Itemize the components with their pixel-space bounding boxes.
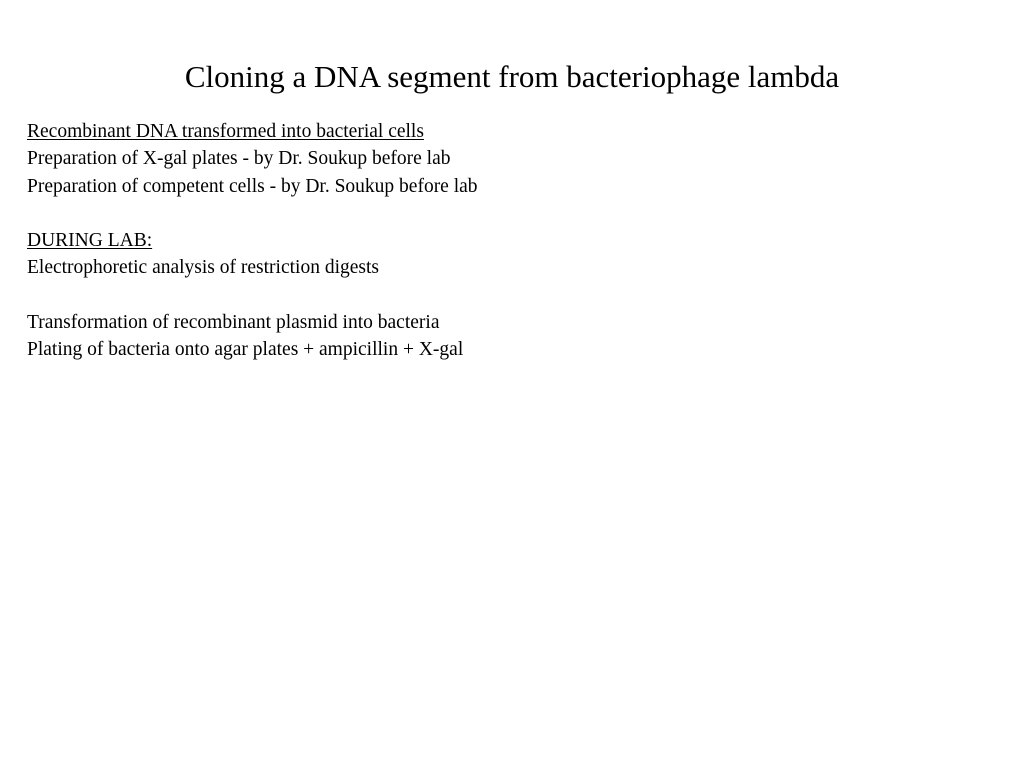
slide-body	[27, 118, 997, 364]
text-line-plating: Plating of bacteria onto agar plates + ampicillin + X-gal	[27, 339, 464, 361]
spacer	[27, 200, 997, 227]
text-line-electrophoretic-analysis: Electrophoretic analysis of restriction digests	[27, 257, 379, 279]
during-lab-heading-wrapper	[27, 227, 997, 254]
section-heading-during-lab: DURING LAB:	[27, 230, 153, 252]
text-line-xgal-plates: Preparation of X-gal plates - by Dr. Soukup before lab	[27, 148, 451, 170]
section-heading-recombinant-dna: Recombinant DNA transformed into bacterial cells	[27, 121, 424, 142]
spacer	[27, 282, 997, 309]
slide-title: Cloning a DNA segment from bacteriophage lambda	[184, 59, 840, 94]
text-line-transformation: Transformation of recombinant plasmid into bacteria	[27, 312, 440, 334]
text-line-competent-cells: Preparation of competent cells - by Dr. Soukup before lab	[27, 175, 478, 197]
